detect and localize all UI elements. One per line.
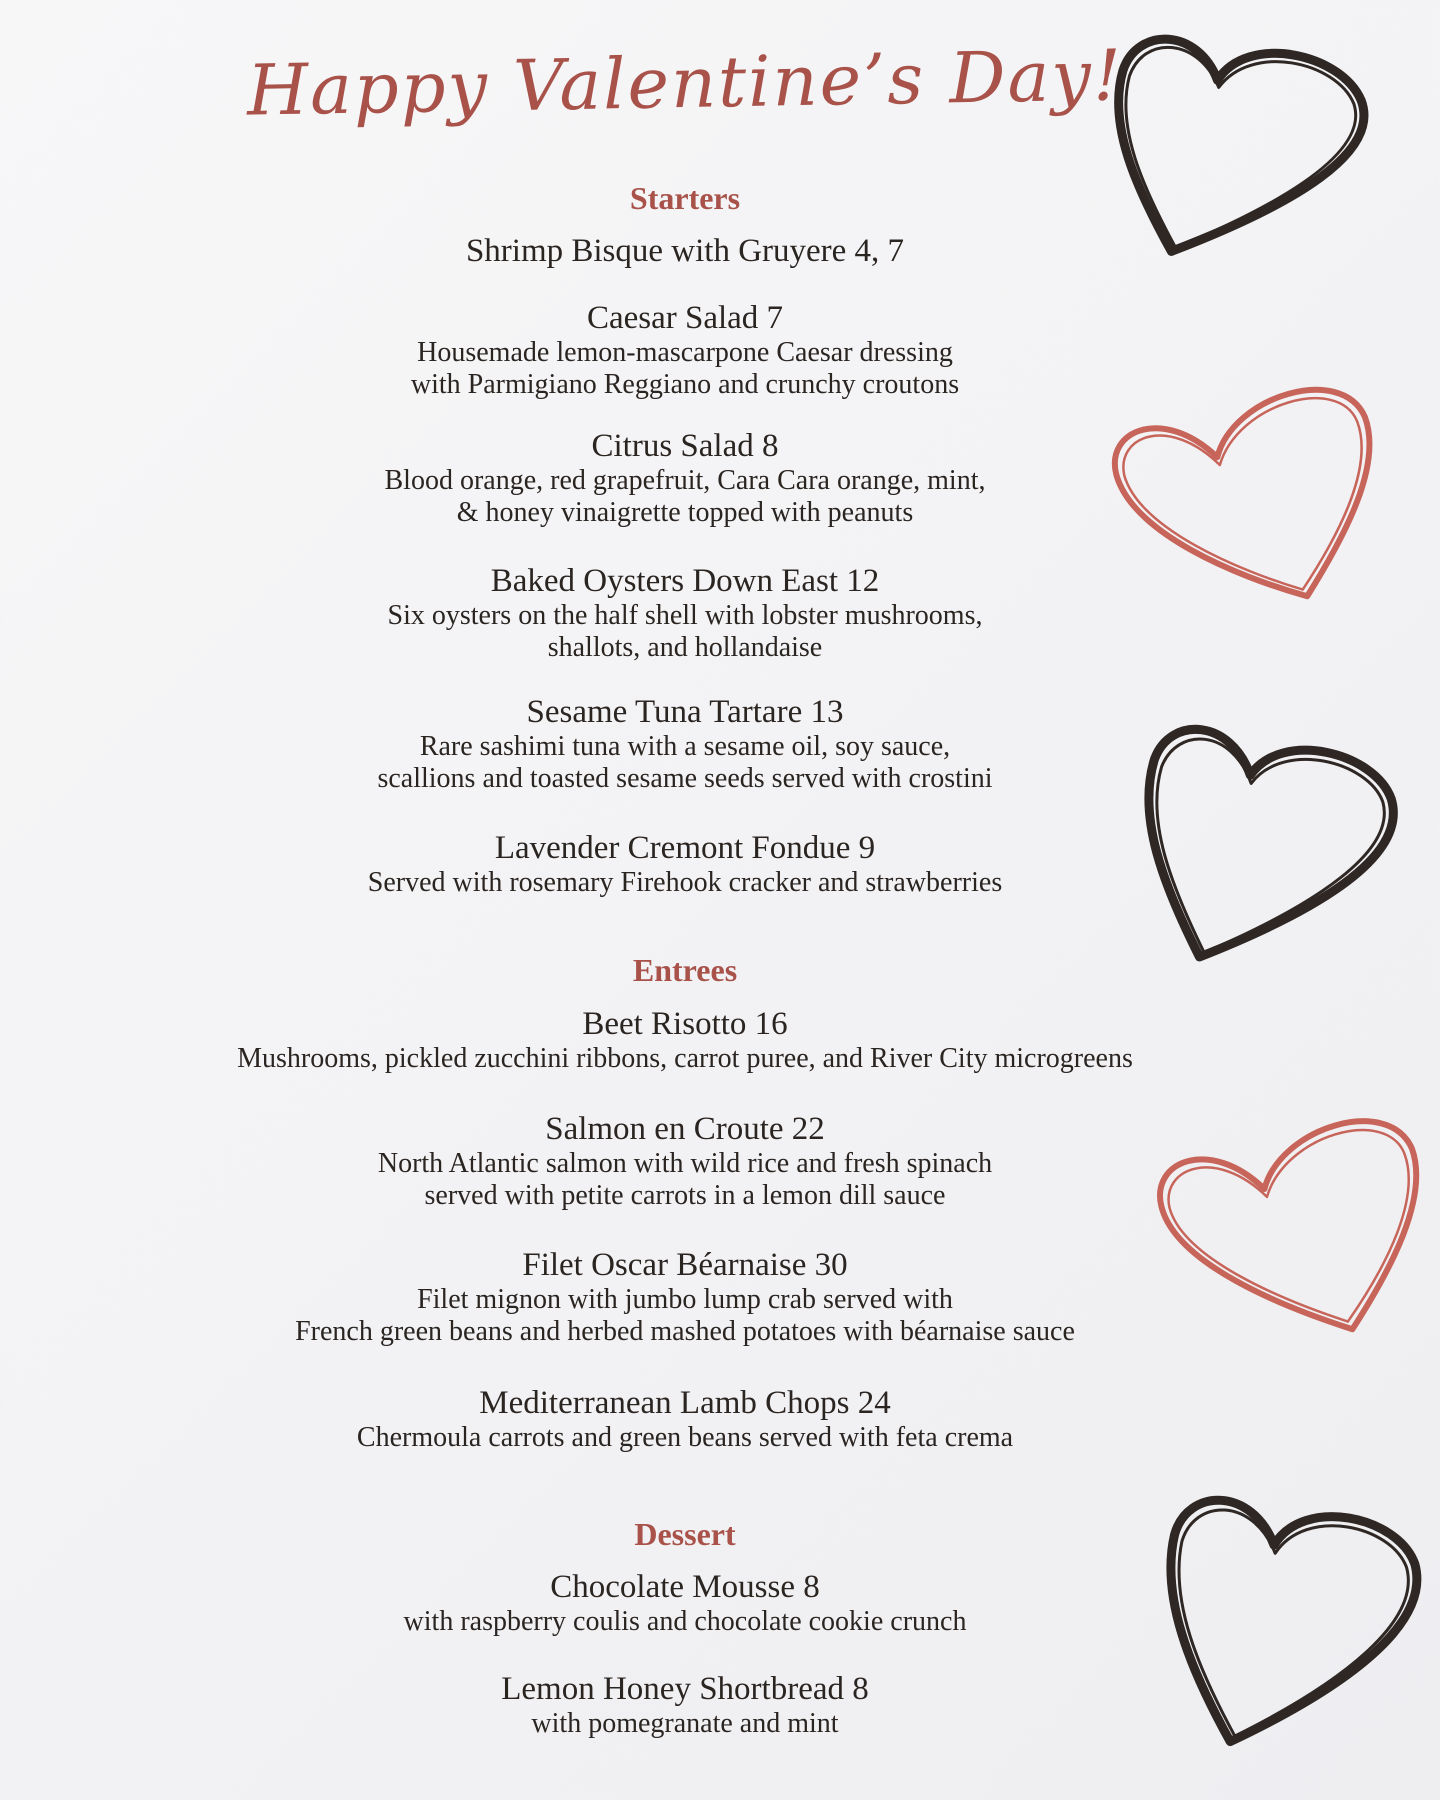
item-description: scallions and toasted sesame seeds served with crostini (377, 763, 993, 794)
item-name: Chocolate Mousse 8 (550, 1569, 820, 1605)
heart-outline-dark-icon (1108, 702, 1421, 998)
item-description: Blood orange, red grapefruit, Cara Cara orange, mint, (384, 465, 986, 496)
item-description: Six oysters on the half shell with lobster mushrooms, (387, 600, 983, 631)
item-name: Lavender Cremont Fondue 9 (494, 830, 876, 866)
item-description: served with petite carrots in a lemon dill sauce (424, 1180, 946, 1211)
section-heading-starters: Starters (629, 180, 741, 216)
item-name: Shrimp Bisque with Gruyere 4, 7 (465, 233, 905, 269)
item-description: & honey vinaigrette topped with peanuts (456, 497, 914, 528)
section-heading-entrees: Entrees (632, 952, 738, 988)
item-name: Beet Risotto 16 (582, 1006, 788, 1042)
heart-outline-dark-icon (1088, 14, 1393, 292)
item-description: shallots, and hollandaise (547, 632, 823, 663)
item-description: Rare sashimi tuna with a sesame oil, soy sauce, (419, 731, 951, 762)
item-name: Salmon en Croute 22 (545, 1111, 825, 1147)
item-description: Served with rosemary Firehook cracker and strawberries (367, 867, 1003, 898)
item-name: Baked Oysters Down East 12 (490, 563, 880, 599)
heart-outline-dark-icon (1134, 1471, 1440, 1774)
item-description: North Atlantic salmon with wild rice and fresh spinach (377, 1148, 993, 1179)
item-description: with pomegranate and mint (531, 1708, 839, 1739)
item-description: French green beans and herbed mashed potatoes with béarnaise sauce (295, 1316, 1075, 1347)
item-description: Housemade lemon-mascarpone Caesar dressing (417, 337, 953, 368)
heart-outline-red-icon (1102, 366, 1398, 625)
item-name: Sesame Tuna Tartare 13 (526, 694, 844, 730)
item-description: with Parmigiano Reggiano and crunchy croutons (410, 369, 960, 400)
item-description: with raspberry coulis and chocolate cookie crunch (403, 1606, 967, 1637)
section-heading-dessert: Dessert (634, 1516, 736, 1552)
item-name: Lemon Honey Shortbread 8 (501, 1671, 869, 1707)
item-name: Caesar Salad 7 (586, 300, 784, 336)
menu-title: Happy Valentine’s Day! (246, 34, 1124, 132)
item-description: Chermoula carrots and green beans served with feta crema (356, 1422, 1014, 1453)
item-name: Mediterranean Lamb Chops 24 (479, 1385, 891, 1421)
menu-item (0, 1384, 1370, 1454)
item-description: Filet mignon with jumbo lump crab served with (417, 1284, 953, 1315)
item-description: Mushrooms, pickled zucchini ribbons, carrot puree, and River City microgreens (237, 1043, 1133, 1074)
menu-item (0, 1005, 1370, 1075)
item-name: Filet Oscar Béarnaise 30 (522, 1247, 848, 1283)
heart-outline-red-icon (1147, 1096, 1440, 1355)
item-name: Citrus Salad 8 (591, 428, 779, 464)
